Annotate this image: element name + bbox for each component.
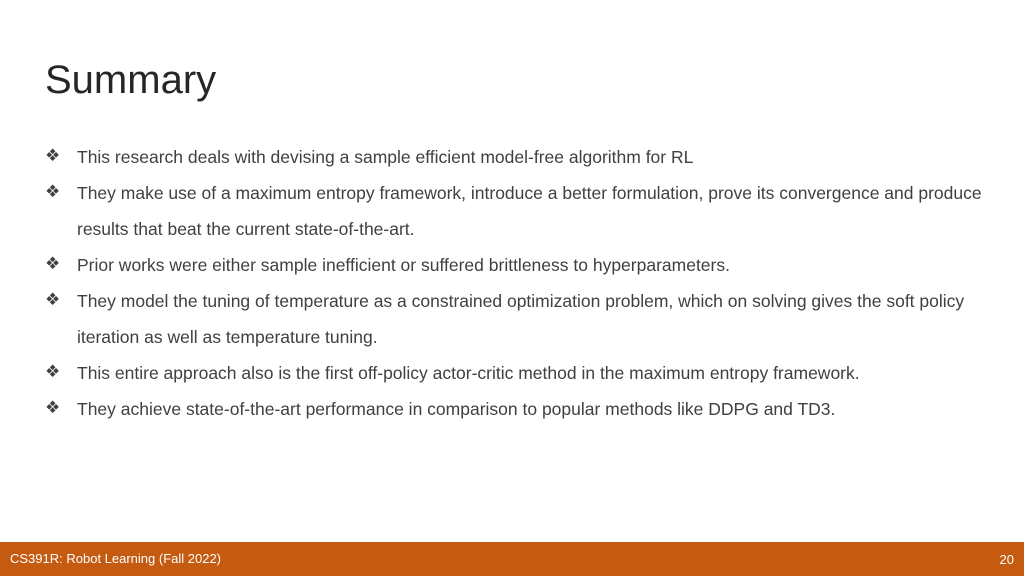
bullet-text: They achieve state-of-the-art performance in comparison to popular methods like DDPG and TD3. <box>77 399 836 419</box>
bullet-text: They make use of a maximum entropy framework, introduce a better formulation, prove its convergence and produce results that beat the current state-of-the-art. <box>77 183 982 239</box>
bullet-text: This research deals with devising a sample efficient model-free algorithm for RL <box>77 147 694 167</box>
diamond-bullet-icon: ❖ <box>45 398 61 417</box>
bullet-text: They model the tuning of temperature as a constrained optimization problem, which on solving gives the soft policy iteration as well as temperature tuning. <box>77 291 965 347</box>
page-number: 20 <box>999 552 1014 567</box>
bullet-list <box>45 139 995 427</box>
footer-bar <box>0 542 1024 576</box>
bullet-text: This entire approach also is the first off-policy actor-critic method in the maximum entropy framework. <box>77 363 860 383</box>
bullet-item <box>45 247 995 283</box>
footer-course-label: CS391R: Robot Learning (Fall 2022) <box>10 551 222 566</box>
bullet-text: Prior works were either sample inefficient or suffered brittleness to hyperparameters. <box>77 255 730 275</box>
bullet-item <box>45 391 995 427</box>
diamond-bullet-icon: ❖ <box>45 290 61 309</box>
slide-title: Summary <box>45 58 217 102</box>
diamond-bullet-icon: ❖ <box>45 254 61 273</box>
diamond-bullet-icon: ❖ <box>45 146 61 165</box>
diamond-bullet-icon: ❖ <box>45 182 61 201</box>
bullet-item <box>45 355 995 391</box>
bullet-item <box>45 139 995 175</box>
bullet-item <box>45 283 995 355</box>
bullet-item <box>45 175 995 247</box>
diamond-bullet-icon: ❖ <box>45 362 61 381</box>
